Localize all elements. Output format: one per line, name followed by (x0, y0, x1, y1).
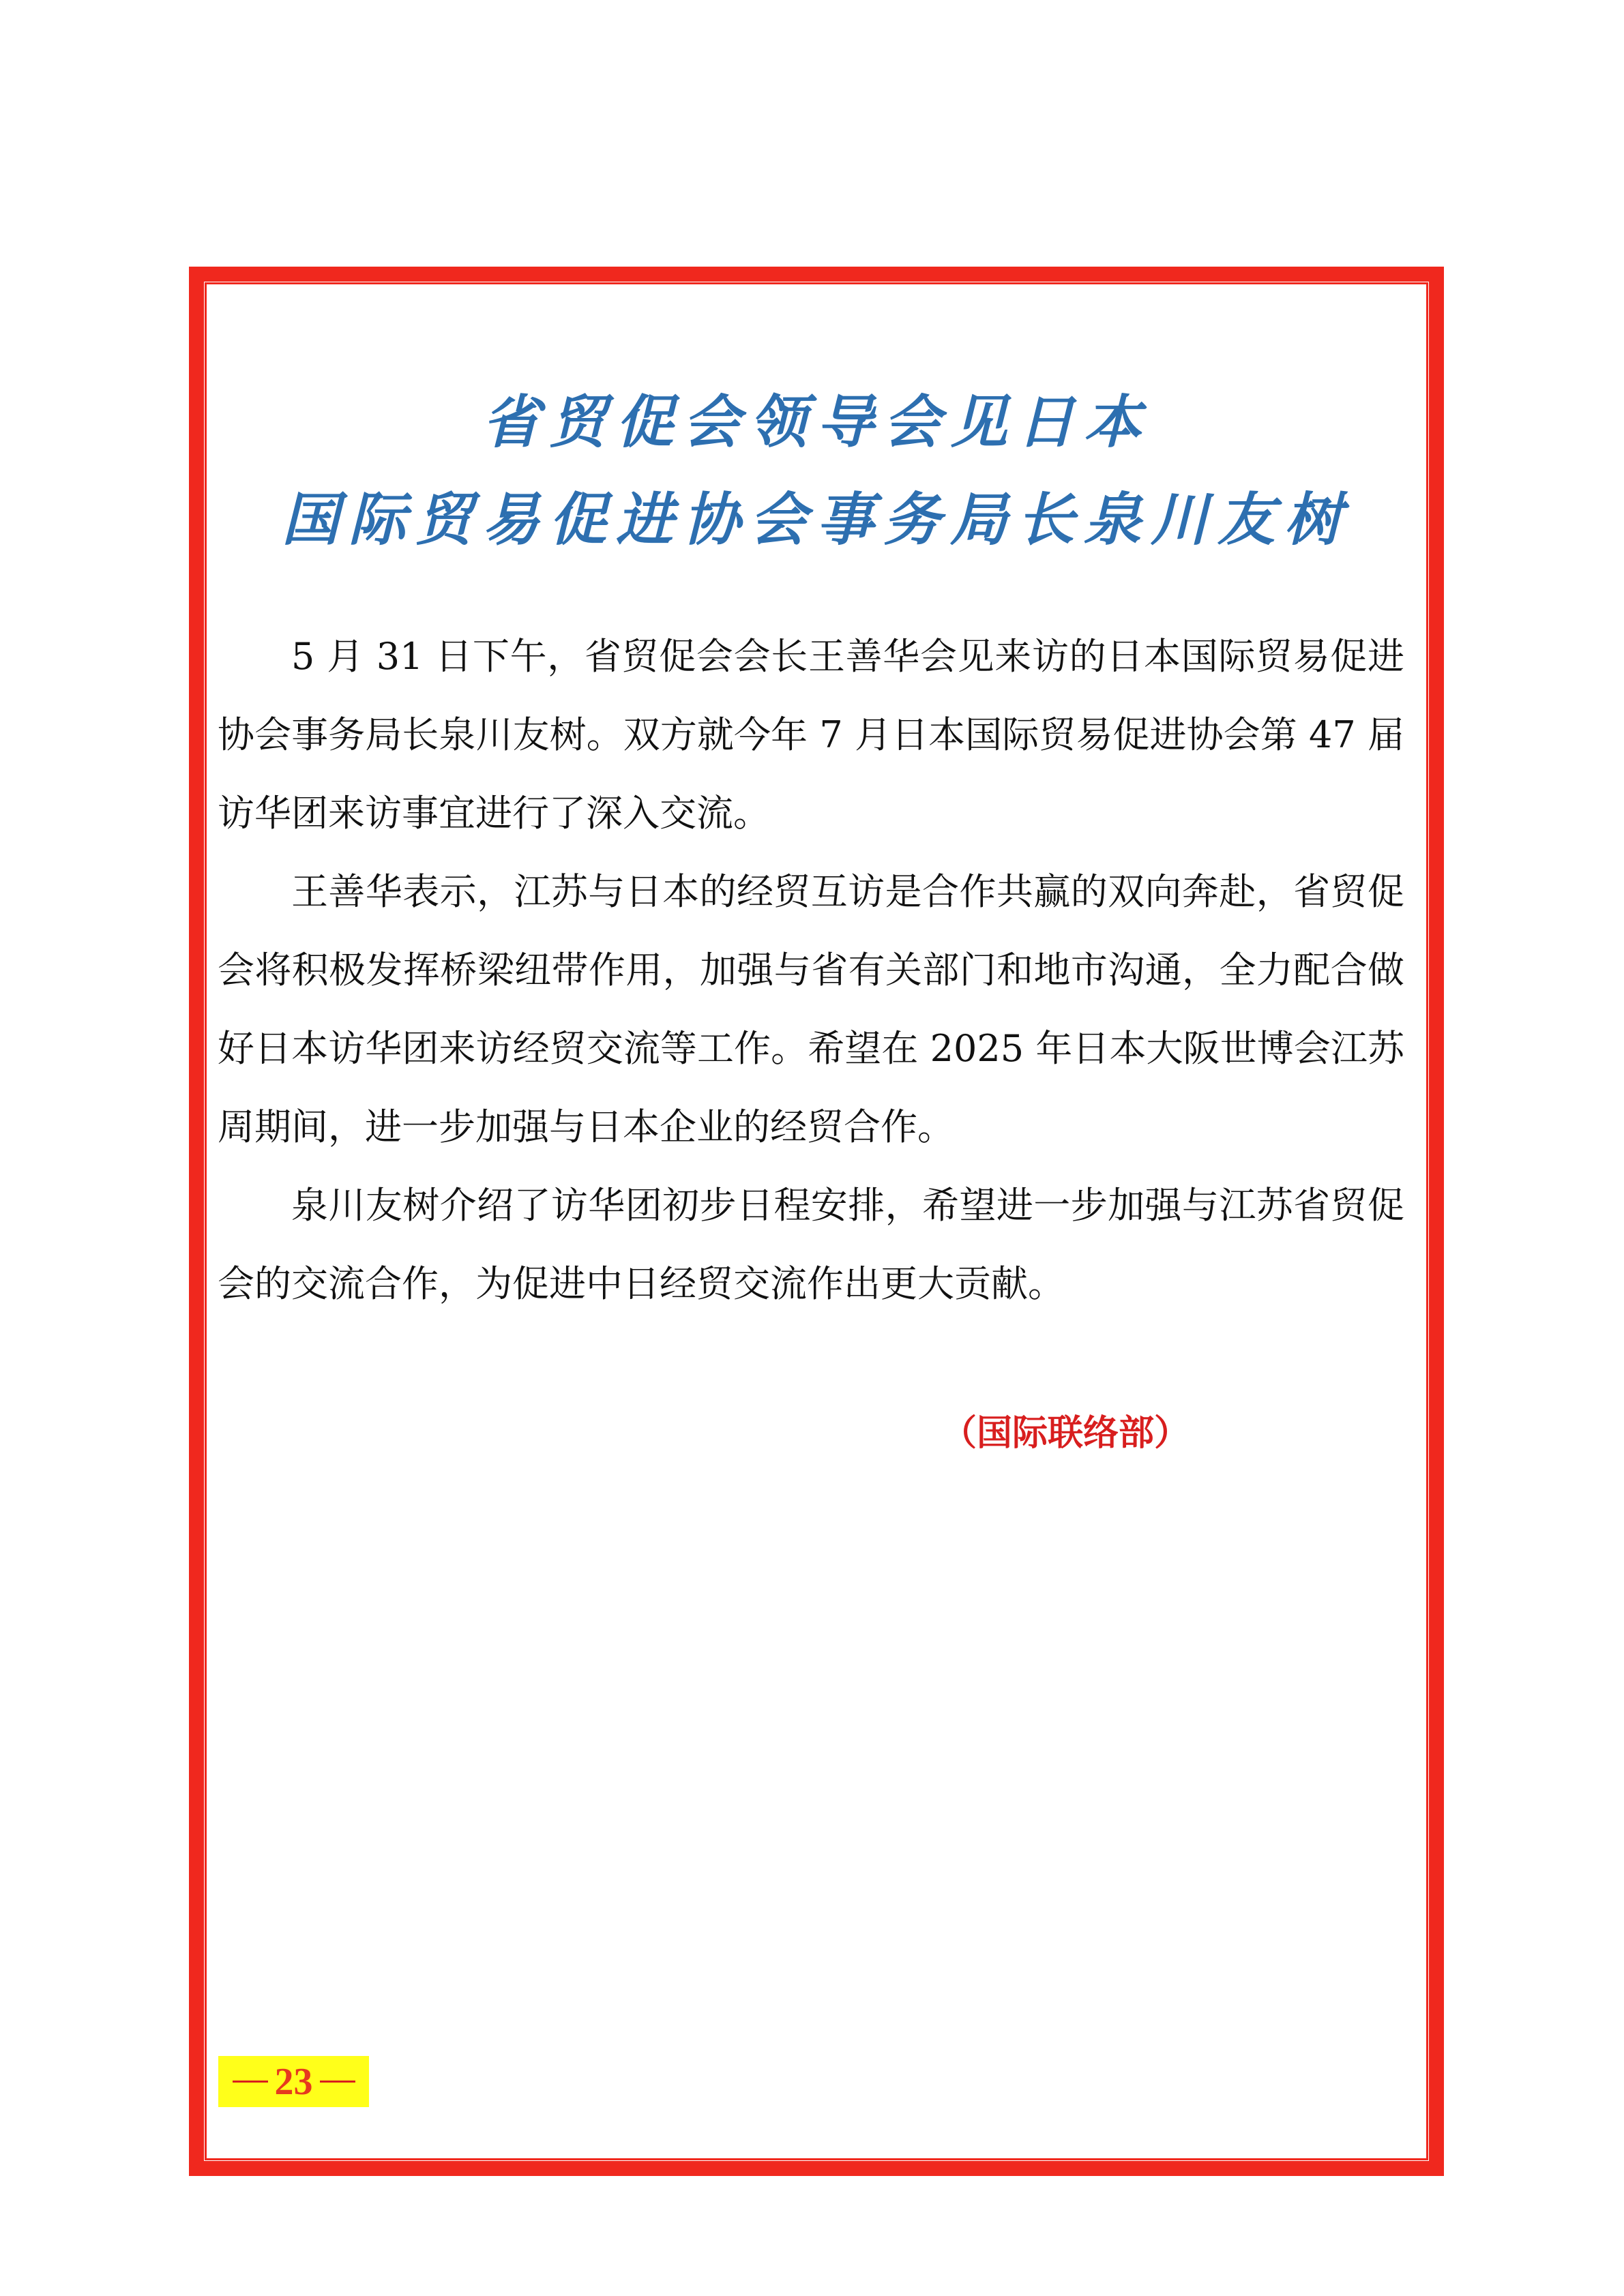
source-department: （国际联络部） (941, 1413, 1190, 1454)
article-body (218, 617, 1404, 1323)
dash-right (320, 2081, 355, 2083)
page-number-badge (218, 2056, 369, 2107)
paragraph-1: 5 月 31 日下午，省贸促会会长王善华会见来访的日本国际贸易促进协会事务局长泉川友树。双方就今年 7 月日本国际贸易促进协会第 47 届访华团来访事宜进行了深入交流。 (218, 635, 1404, 835)
article-title-line-2: 国际贸易促进协会事务局长泉川友树 (281, 486, 1351, 553)
paragraph-3: 泉川友树介绍了访华团初步日程安排，希望进一步加强与江苏省贸促会的交流合作，为促进中日经贸交流作出更大贡献。 (218, 1184, 1404, 1305)
dash-left (233, 2081, 268, 2083)
article-title-line-1: 省贸促会领导会见日本 (482, 389, 1151, 456)
paragraph-2: 王善华表示，江苏与日本的经贸互访是合作共赢的双向奔赴，省贸促会将积极发挥桥梁纽带作用，加强与省有关部门和地市沟通，全力配合做好日本访华团来访经贸交流等工作。希望在 2025 年日本大阪世博会江苏周期间，进一步加强与日本企业的经贸合作。 (218, 870, 1404, 1148)
page-number: 23 (274, 2060, 313, 2103)
